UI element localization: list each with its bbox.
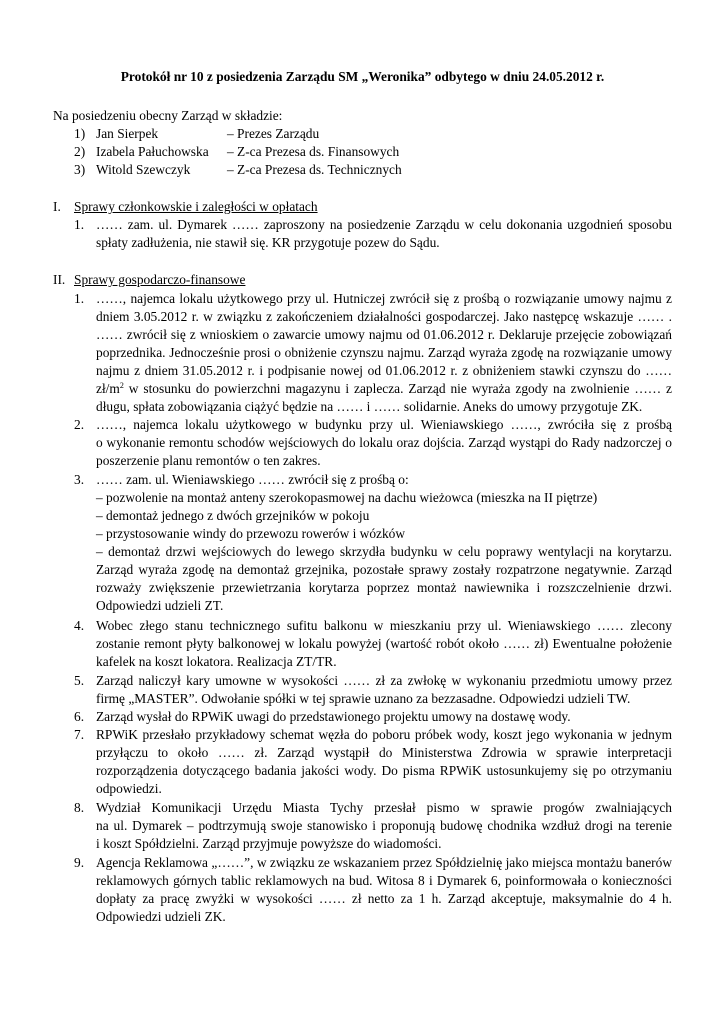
item-line: reklamowych górnych tablic reklamowych na bud. Witosa 8 i Dymarek 6, poinformowała o konieczności <box>96 873 672 888</box>
item-line: dopłaty za pracę zwyżki w wysokości …… zł netto za 1 h. Zarząd akceptuje, maksymalnie do 4 h. <box>96 891 672 906</box>
item-number: 7. <box>74 727 85 742</box>
item-line: poprzednika. Jednocześnie prosi o obniżenie czynszu najmu. Zarząd wyraża zgodę na rozwiązanie umowy <box>96 345 672 360</box>
item-number: 2. <box>74 417 85 432</box>
section-2-number: II. <box>53 272 66 287</box>
item-line: Agencja Reklamowa „……”, w związku ze wskazaniem przez Spółdzielnię jako miejsca montażu banerów <box>96 855 672 870</box>
item-number: 1. <box>74 291 85 306</box>
item-number: 3. <box>74 472 85 487</box>
member-number: 1) <box>74 126 86 141</box>
item-line: kafelek na koszt lokatora. Realizacja ZT/TR. <box>96 654 337 669</box>
member-role: – Z-ca Prezesa ds. Technicznych <box>227 162 402 177</box>
item-line: ……, najemca lokalu użytkowego przy ul. Hutniczej zwrócił się z prośbą o rozwiązanie umowy najmu z <box>96 291 672 306</box>
item-number: 5. <box>74 673 85 688</box>
protocol-title: Protokół nr 10 z posiedzenia Zarządu SM „Weronika” odbytego w dniu 24.05.2012 r. <box>120 69 605 84</box>
member-number: 3) <box>74 162 86 177</box>
item-line: ……, najemca lokalu użytkowego w budynku przy ul. Wieniawskiego ……, zwróciła się z prośbą <box>96 417 672 432</box>
section-2-heading: Sprawy gospodarczo-finansowe <box>74 272 246 287</box>
item-line: przyłączu to około …… zł. Zarząd wystąpił do Ministerstwa Zdrowia w sprawie interpretacji <box>96 745 672 760</box>
member-role: – Z-ca Prezesa ds. Finansowych <box>227 144 400 159</box>
unit-superscript: 2 <box>119 381 124 390</box>
item-line: na ul. Dymarek – podtrzymują swoje stanowisko i proponują budowę chodnika wzdłuż drogi na terenie <box>96 818 672 833</box>
item-line: Wobec złego stanu technicznego sufitu balkonu w mieszkaniu przy ul. Wieniawskiego …… zlecony <box>96 618 672 633</box>
unit-label: zł/m <box>96 381 120 396</box>
item-line: – demontaż drzwi wejściowych do lewego skrzydła budynku w celu poprawy wentylacji na korytarzu. <box>96 544 672 559</box>
member-role: – Prezes Zarządu <box>227 126 320 141</box>
member-name: Witold Szewczyk <box>96 162 191 177</box>
intro-text: Na posiedzeniu obecny Zarząd w składzie: <box>53 108 283 123</box>
item-line: zostanie remont płyty balkonowej w lokalu powyżej (wartość robót około …… zł) Ewentualne położenie <box>96 636 672 651</box>
item-line: – przystosowanie windy do przewozu rowerów i wózków <box>96 526 406 541</box>
item-line: Odpowiedzi udzieli ZT. <box>96 598 224 613</box>
item-line: Wydział Komunikacji Urzędu Miasta Tychy przesłał pismo w sprawie progów zwalniających <box>96 800 672 815</box>
item-line: o wykonanie remontu schodów wejściowych do lokalu oraz dojścia. Zarząd wystąpi do Rady nadzorczej o <box>96 435 672 450</box>
item-line: – pozwolenie na montaż anteny szerokopasmowej na dachu wieżowca (mieszka na II piętrze) <box>96 490 598 505</box>
item-line: Zarząd wyraża zgodę na demontaż grzejnika, pozostałe sprawy zostały rozpatrzone negatywnie. Zarząd <box>96 562 672 577</box>
section-1-heading: Sprawy członkowskie i zaległości w opłatach <box>74 199 318 214</box>
item-line: Odpowiedzi udzieli ZK. <box>96 909 226 924</box>
item-line: najmu z dniem 31.05.2012 r. i podpisanie nowej od 01.06.2012 r. z obniżeniem stawki czynszu do …… <box>96 363 672 378</box>
section-1-number: I. <box>53 199 61 214</box>
item-line: Zarząd naliczył kary umowne w wysokości …… zł za zwłokę w wykonaniu przedmiotu umowy przez <box>96 673 672 688</box>
item-number: 4. <box>74 618 85 633</box>
item-line: – demontaż jednego z dwóch grzejników w pokoju <box>96 508 370 523</box>
member-name: Izabela Pałuchowska <box>96 144 209 159</box>
item-line: …… zwrócił się z wnioskiem o zawarcie umowy najmu od 01.06.2012 r. Deklaruje przejęcie zobowiązań <box>96 327 672 342</box>
member-name: Jan Sierpek <box>96 126 159 141</box>
item-line: odpowiedzi. <box>96 781 162 796</box>
item-line: i koszt Spółdzielni. Zarząd przyjmuje powyższe do wiadomości. <box>96 836 442 851</box>
item-line: …… zam. ul. Wieniawskiego …… zwrócił się z prośbą o: <box>96 472 409 487</box>
item-number: 8. <box>74 800 85 815</box>
item-line: firmę „MASTER”. Odwołanie spółki w tej sprawie uznano za bezzasadne. Odpowiedzi udzieli TW. <box>96 691 631 706</box>
item-line: rozważy zwiększenie przewietrzania korytarza poprzez montaż nawiewnika i rozszczelnienie drzwi. <box>96 580 672 595</box>
item-number: 1. <box>74 217 85 232</box>
item-line: poszerzenie planu remontów o ten zakres. <box>96 453 321 468</box>
item-line: dniem 3.05.2012 r. w związku z zakończeniem działalności gospodarczej. Jako następcę wskazuje …… . <box>96 309 672 324</box>
item-line: RPWiK przesłało przykładowy schemat węzła do poboru próbek wody, koszt jego wykonania w jednym <box>96 727 672 742</box>
member-number: 2) <box>74 144 86 159</box>
item-line: długu, spłata zobowiązania ciążyć będzie na …… i …… solidarnie. Aneks do umowy przygotuje ZK. <box>96 399 643 414</box>
item-line: …… zam. ul. Dymarek …… zaproszony na posiedzenie Zarządu w celu dokonania uzgodnień sposobu <box>96 217 672 232</box>
item-line: $zł/m^2$ w stosunku do powierzchni magazynu i zaplecza. Zarząd nie wyraża zgody na zwolnienie …… z <box>96 381 672 396</box>
item-line: Zarząd wysłał do RPWiK uwagi do przedstawionego projektu umowy na dostawę wody. <box>96 709 571 724</box>
item-line: spłaty zadłużenia, nie stawił się. KR przygotuje pozew do Sądu. <box>96 235 440 250</box>
item-number: 6. <box>74 709 85 724</box>
item-number: 9. <box>74 855 85 870</box>
item-line: rozporządzenia dotyczącego badania jakości wody. Do pisma RPWiK ustosunkujemy się po otrzymaniu <box>96 763 672 778</box>
